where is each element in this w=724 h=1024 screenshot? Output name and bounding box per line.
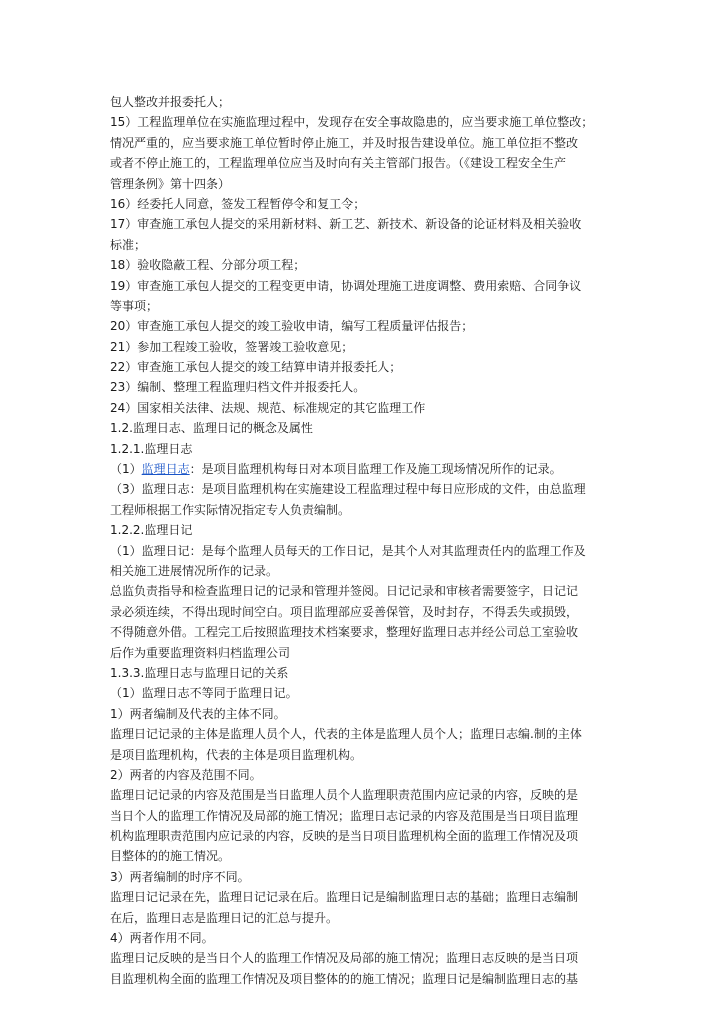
text-line: 不得随意外借。工程完工后按照监理技术档案要求，整理好监理日志并经公司总工室验收 [110, 625, 579, 640]
text-line: 管理条例》第十四条） [110, 176, 231, 191]
text-line: 情况严重的，应当要求施工单位暂时停止施工，并及时报告建设单位。施工单位拒不整改 [110, 135, 579, 150]
text-line: 标准； [110, 237, 147, 252]
text-line: （1）监理日志不等同于监理日记。 [110, 686, 298, 701]
text-line: 4）两者作用不同。 [110, 931, 214, 946]
text-line: 工程师根据工作实际情况指定专人负责编制。 [110, 502, 351, 517]
text-line: 等事项； [110, 298, 159, 313]
document-page [110, 92, 618, 989]
text-line: 后作为重要监理资料归档监理公司 [110, 645, 291, 660]
text-line: 在后，监理日志是监理日记的汇总与提升。 [110, 910, 339, 925]
text-line: 17）审查施工承包人提交的采用新材料、新工艺、新技术、新设备的论证材料及相关验收 [110, 217, 582, 232]
text-line: 19）审查施工承包人提交的工程变更申请，协调处理施工进度调整、费用索赔、合同争议 [110, 278, 582, 293]
text-line: 目监理机构全面的监理工作情况及项目整体的的施工情况；监理日记是编制监理日志的基 [110, 971, 579, 986]
text-line: 当日个人的监理工作情况及局部的施工情况；监理日志记录的内容及范围是当日项目监理 [110, 808, 579, 823]
text-line: 机构监理职责范围内应记录的内容，反映的是当日项目监理机构全面的监理工作情况及项 [110, 829, 579, 844]
text-line: 总监负责指导和检查监理日记的记录和管理并签阅。日记记录和审核者需要签字，日记记 [110, 584, 579, 599]
text-line: 1.2.2.监理日记 [110, 523, 193, 538]
text-line: 23）编制、整理工程监理归档文件并报委托人。 [110, 380, 366, 395]
text-line: 1）两者编制及代表的主体不同。 [110, 706, 286, 721]
text-line: （1）监理日记：是每个监理人员每天的工作日记，是其个人对其监理责任内的监理工作及 [110, 543, 586, 558]
text-line: 相关施工进展情况所作的记录。 [110, 563, 279, 578]
text-line: 15）工程监理单位在实施监理过程中，发现存在安全事故隐患的，应当要求施工单位整改； [110, 115, 594, 130]
text-line: 监理日记记录在先，监理日记记录在后。监理日记是编制监理日志的基础；监理日志编制 [110, 890, 579, 905]
text-line: 包人整改并报委托人； [110, 95, 231, 109]
text-line: 录必须连续，不得出现时间空白。项目监理部应妥善保管，及时封存，不得丢失或损毁， [110, 604, 579, 619]
text-line: 3）两者编制的时序不同。 [110, 869, 250, 884]
text-segment: （1） [110, 462, 142, 477]
text-line: 2）两者的内容及范围不同。 [110, 767, 262, 782]
text-line: 21）参加工程竣工验收，签署竣工验收意见； [110, 339, 354, 354]
text-line [110, 459, 618, 479]
text-segment: ：是项目监理机构每日对本项目监理工作及施工现场情况所作的记录。 [189, 462, 562, 477]
text-line: 1.2.1.监理日志 [110, 441, 193, 456]
text-line: 目整体的的施工情况。 [110, 849, 231, 864]
text-line: 或者不停止施工的，工程监理单位应当及时向有关主管部门报告。（《建设工程安全生产 [110, 156, 567, 171]
text-line: 24）国家相关法律、法规、规范、标准规定的其它监理工作 [110, 400, 426, 415]
text-line: 监理日记反映的是当日个人的监理工作情况及局部的施工情况；监理日志反映的是当日项 [110, 951, 579, 966]
text-line: 1.2.监理日志、监理日记的概念及属性 [110, 421, 313, 436]
supervision-log-link[interactable]: 监理日志 [141, 462, 190, 477]
text-line: 20）审查施工承包人提交的竣工验收申请，编写工程质量评估报告； [110, 319, 474, 334]
text-line: 18）验收隐蔽工程、分部分项工程； [110, 258, 306, 273]
text-line: 22）审查施工承包人提交的竣工结算申请并报委托人； [110, 360, 402, 375]
text-line: 是项目监理机构，代表的主体是项目监理机构。 [110, 747, 363, 762]
text-line: （3）监理日志：是项目监理机构在实施建设工程监理过程中每日应形成的文件，由总监理 [110, 482, 586, 497]
text-line: 监理日记记录的内容及范围是当日监理人员个人监理职责范围内应记录的内容，反映的是 [110, 788, 579, 803]
text-line: 1.3.3.监理日志与监理日记的关系 [110, 665, 289, 680]
text-line: 16）经委托人同意，签发工程暂停令和复工令； [110, 196, 366, 211]
text-line: 监理日记记录的主体是监理人员个人，代表的主体是监理人员个人；监理日志编.制的主体 [110, 727, 582, 742]
